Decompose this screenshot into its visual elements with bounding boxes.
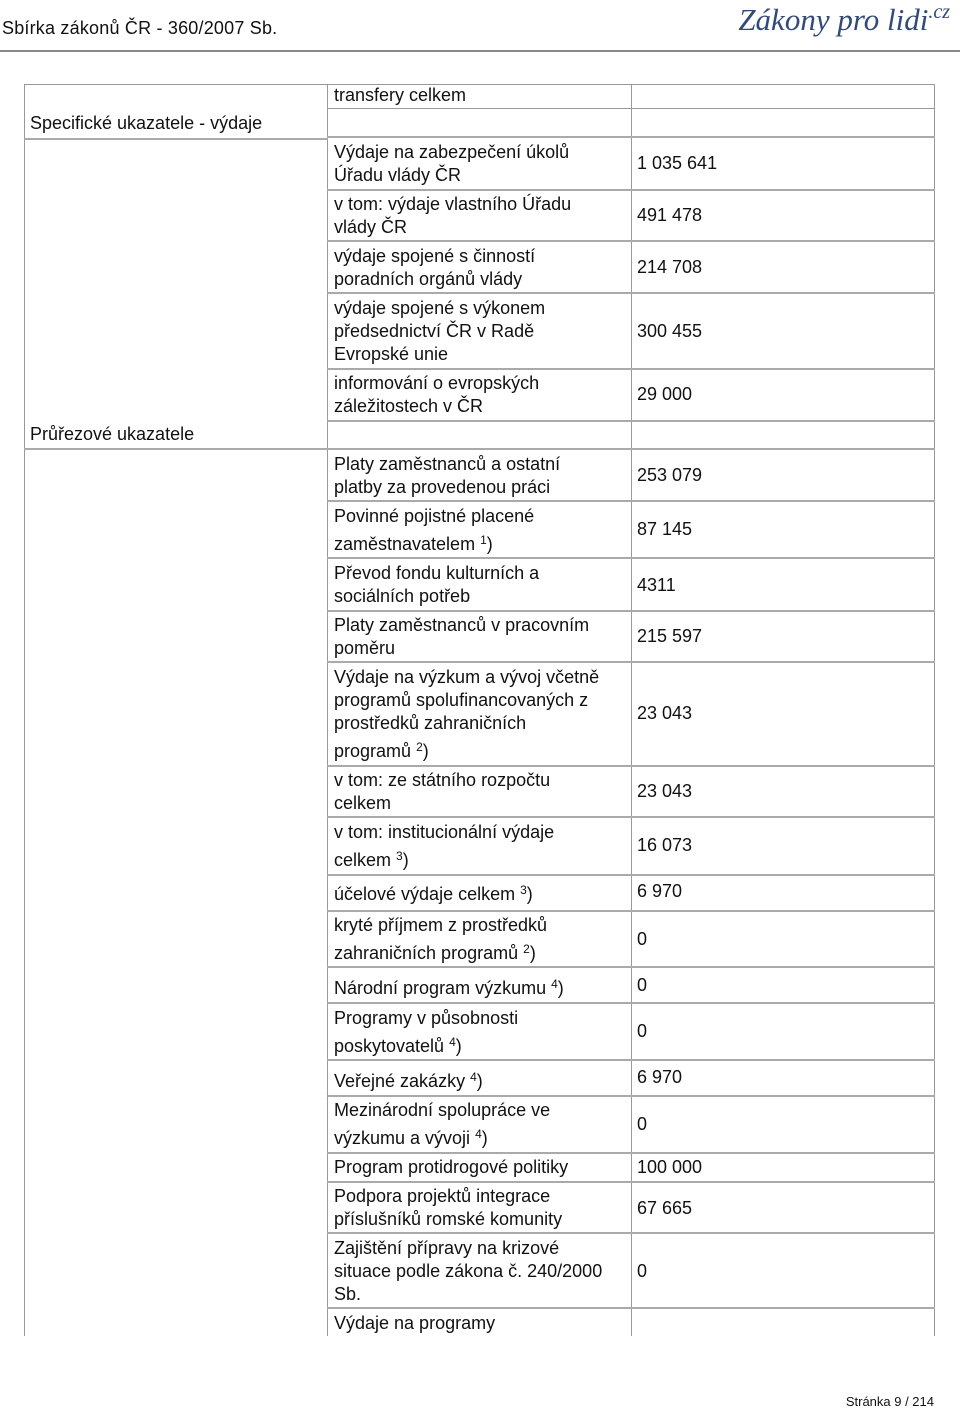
column-divider bbox=[631, 84, 632, 1336]
table-border-left bbox=[24, 84, 25, 1336]
row-label: Výdaje na programy bbox=[334, 1313, 496, 1333]
table-row: účelové výdaje celkem $^3$) bbox=[334, 883, 533, 904]
column-divider bbox=[327, 84, 328, 1336]
row-label-cont: celkem bbox=[334, 850, 392, 870]
section-divider bbox=[24, 448, 328, 450]
row-label-cont: poměru bbox=[334, 638, 396, 658]
row-label-cont: zahraničních programů bbox=[334, 943, 519, 963]
row-divider bbox=[327, 610, 935, 612]
row-value: 23 043 bbox=[637, 703, 693, 723]
row-value: 87 145 bbox=[637, 519, 693, 539]
row-label-cont: programů spolufinancovaných z bbox=[334, 690, 589, 710]
row-label: Programy v působnosti bbox=[334, 1008, 519, 1028]
section-label-specific: Specifické ukazatele - výdaje bbox=[30, 113, 263, 133]
row-divider bbox=[327, 292, 935, 294]
table-row bbox=[334, 562, 539, 608]
row-label-cont: záležitostech v ČR bbox=[334, 396, 484, 416]
row-value: 100 000 bbox=[637, 1157, 703, 1177]
row-value: 0 bbox=[637, 1114, 648, 1134]
footnote-mark: 4 bbox=[551, 977, 558, 991]
row-label-cont: poradních orgánů vlády bbox=[334, 269, 523, 289]
row-value: 29 000 bbox=[637, 384, 693, 404]
row-label-cont: poskytovatelů bbox=[334, 1036, 445, 1056]
row-divider bbox=[327, 557, 935, 559]
row-label: Výdaje na výzkum a vývoj včetně bbox=[334, 667, 600, 687]
row-value: 1 035 641 bbox=[637, 153, 718, 173]
row-label: Veřejné zakázky bbox=[334, 1071, 466, 1091]
row-label: Povinné pojistné placené bbox=[334, 506, 535, 526]
row-divider bbox=[327, 240, 935, 242]
row-divider bbox=[327, 368, 935, 370]
row-divider bbox=[327, 874, 935, 876]
logo-suffix: .cz bbox=[928, 1, 950, 23]
row-label-cont: výzkumu a vývoji bbox=[334, 1128, 471, 1148]
row-value: 0 bbox=[637, 1021, 648, 1041]
table-row bbox=[334, 193, 571, 239]
row-label-cont: sociálních potřeb bbox=[334, 586, 471, 606]
row-divider bbox=[327, 500, 935, 502]
table-row bbox=[334, 1156, 568, 1179]
footnote-mark: 4 bbox=[449, 1035, 456, 1049]
row-label-cont: vlády ČR bbox=[334, 217, 408, 237]
section-label-cross: Průřezové ukazatele bbox=[30, 424, 195, 444]
table-row: Veřejné zakázky $^4$) bbox=[334, 1070, 483, 1091]
row-value: 491 478 bbox=[637, 205, 703, 225]
table-row: v tom: institucionální výdaje celkem $^3$) bbox=[334, 822, 555, 870]
row-label-cont: programů bbox=[334, 741, 412, 761]
row-divider bbox=[327, 108, 935, 109]
table-row bbox=[334, 141, 569, 187]
row-divider bbox=[327, 189, 935, 191]
table-row bbox=[334, 1185, 562, 1231]
row-label: Zajištění přípravy na krizové bbox=[334, 1238, 560, 1258]
document-title: Sbírka zákonů ČR - 360/2007 Sb. bbox=[2, 18, 278, 38]
row-label: v tom: institucionální výdaje bbox=[334, 822, 555, 842]
row-value: 215 597 bbox=[637, 626, 703, 646]
table-row bbox=[334, 453, 560, 499]
table-row bbox=[334, 1312, 495, 1335]
table-border-top bbox=[24, 84, 328, 85]
row-label-cont: prostředků zahraničních bbox=[334, 713, 527, 733]
row-label: výdaje spojené s činností bbox=[334, 246, 536, 266]
row-divider bbox=[327, 816, 935, 818]
row-label: Výdaje na zabezpečení úkolů bbox=[334, 142, 570, 162]
row-label: Mezinárodní spolupráce ve bbox=[334, 1100, 551, 1120]
row-divider bbox=[327, 910, 935, 912]
row-label: Národní program výzkumu bbox=[334, 978, 547, 998]
row-value: 16 073 bbox=[637, 835, 693, 855]
row-value: 214 708 bbox=[637, 257, 703, 277]
row-label: Program protidrogové politiky bbox=[334, 1157, 569, 1177]
row-label: Platy zaměstnanců a ostatní bbox=[334, 454, 561, 474]
row-label: v tom: ze státního rozpočtu bbox=[334, 770, 551, 790]
row-label-cont: Sb. bbox=[334, 1284, 362, 1304]
row-divider bbox=[327, 420, 935, 422]
row-divider bbox=[327, 448, 935, 450]
table-row: Programy v působnosti poskytovatelů $^4$) bbox=[334, 1008, 519, 1056]
table-row bbox=[334, 84, 466, 107]
row-divider bbox=[327, 1002, 935, 1004]
row-value: 23 043 bbox=[637, 781, 693, 801]
row-value: 4311 bbox=[637, 575, 676, 595]
page-number: Stránka 9 / 214 bbox=[845, 1394, 934, 1409]
row-divider bbox=[327, 1095, 935, 1097]
row-label-cont: situace podle zákona č. 240/2000 bbox=[334, 1261, 603, 1281]
table-border-right bbox=[934, 84, 935, 1336]
table-row: Povinné pojistné placené zaměstnavatelem $^1$) bbox=[334, 506, 535, 554]
footnote-mark: 3 bbox=[396, 849, 403, 863]
table-row bbox=[334, 769, 550, 815]
table-row: kryté příjmem z prostředků zahraničních programů $^2$) bbox=[334, 915, 548, 963]
table-row bbox=[334, 372, 539, 418]
row-label: kryté příjmem z prostředků bbox=[334, 915, 548, 935]
row-label-cont: předsednictví ČR v Radě bbox=[334, 321, 535, 341]
row-divider bbox=[327, 1059, 935, 1061]
row-label: Podpora projektů integrace bbox=[334, 1186, 551, 1206]
row-value: 0 bbox=[637, 1261, 648, 1281]
table-row bbox=[334, 1237, 602, 1306]
row-divider bbox=[327, 966, 935, 968]
row-label-cont: celkem bbox=[334, 793, 392, 813]
row-label-cont: Úřadu vlády ČR bbox=[334, 165, 462, 185]
row-value: 0 bbox=[637, 975, 648, 995]
row-label-cont: příslušníků romské komunity bbox=[334, 1209, 563, 1229]
footnote-mark: 1 bbox=[480, 533, 487, 547]
row-divider bbox=[327, 136, 935, 138]
footnote-mark: 4 bbox=[470, 1070, 477, 1084]
row-value: 0 bbox=[637, 929, 648, 949]
table-row bbox=[334, 245, 535, 291]
table-row: Výdaje na výzkum a vývoj včetně programů spolufinancovaných z prostředků zahraničních programů $^2$) bbox=[334, 667, 600, 761]
row-divider bbox=[327, 661, 935, 663]
row-divider bbox=[327, 1232, 935, 1234]
table-row: Mezinárodní spolupráce ve výzkumu a vývoji $^4$) bbox=[334, 1100, 551, 1148]
row-value: 6 970 bbox=[637, 1067, 683, 1087]
row-divider bbox=[327, 1152, 935, 1154]
table-row bbox=[334, 614, 589, 660]
row-label: transfery celkem bbox=[334, 85, 467, 105]
row-value: 300 455 bbox=[637, 321, 703, 341]
logo-text: Zákony pro lidi bbox=[738, 2, 929, 37]
row-label: Platy zaměstnanců v pracovním bbox=[334, 615, 590, 635]
table-row: Národní program výzkumu $^4$) bbox=[334, 977, 564, 998]
row-label: informování o evropských bbox=[334, 373, 540, 393]
row-divider bbox=[327, 1181, 935, 1183]
row-label: výdaje spojené s výkonem bbox=[334, 298, 546, 318]
footnote-mark: 3 bbox=[520, 883, 527, 897]
row-label-cont: Evropské unie bbox=[334, 344, 449, 364]
row-label: účelové výdaje celkem bbox=[334, 884, 516, 904]
row-divider bbox=[327, 765, 935, 767]
footnote-mark: 4 bbox=[475, 1127, 482, 1141]
table-row bbox=[334, 297, 545, 366]
row-label: v tom: výdaje vlastního Úřadu bbox=[334, 194, 572, 214]
row-value: 253 079 bbox=[637, 465, 703, 485]
section-divider bbox=[24, 138, 328, 140]
row-value: 6 970 bbox=[637, 881, 683, 901]
footnote-mark: 2 bbox=[416, 740, 423, 754]
row-divider bbox=[327, 1307, 935, 1309]
footnote-mark: 2 bbox=[523, 942, 530, 956]
row-label-cont: platby za provedenou práci bbox=[334, 477, 551, 497]
row-label-cont: zaměstnavatelem bbox=[334, 534, 476, 554]
row-value: 67 665 bbox=[637, 1198, 693, 1218]
row-label: Převod fondu kulturních a bbox=[334, 563, 540, 583]
